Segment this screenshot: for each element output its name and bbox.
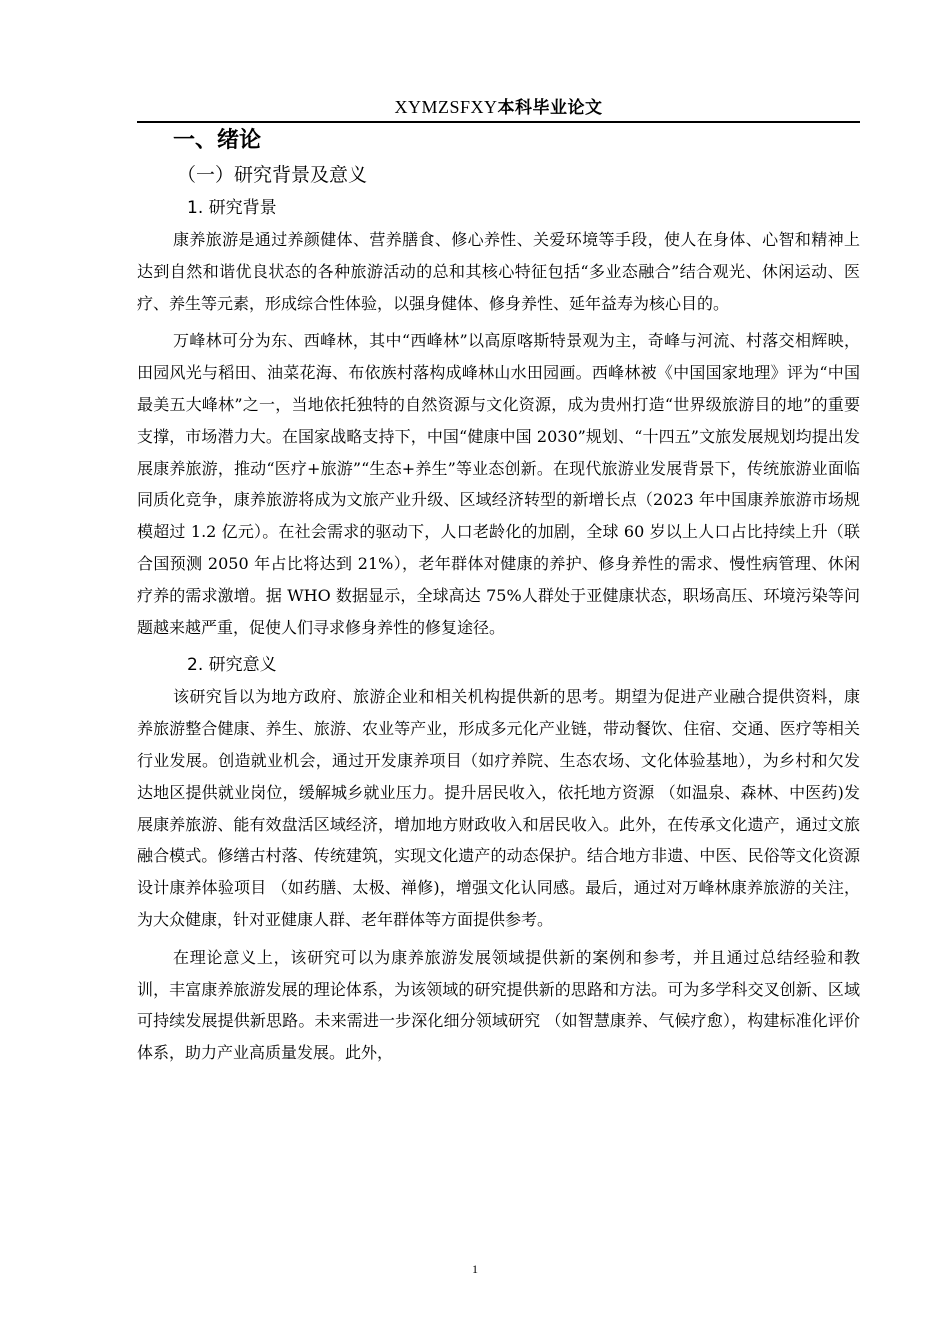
header-latin: XYMZSFXY (394, 97, 498, 117)
paragraph-4: 在理论意义上，该研究可以为康养旅游发展领域提供新的案例和参考，并且通过总结经验和教训，丰富康养旅游发展的理论体系，为该领域的研究提供新的思路和方法。可为多学科交叉创新、区域可持续发展提供新思路。未来需进一步深化细分领域研究 （如智慧康养、气候疗愈），构建标准化评价体系，助力产业高质量发展。此外， (137, 947, 860, 1063)
body-content (137, 124, 860, 1075)
page-number: 1 (472, 1262, 478, 1276)
running-header (137, 95, 860, 120)
header-cn: 本科毕业论文 (497, 98, 603, 118)
paragraph-3: 该研究旨以为地方政府、旅游企业和相关机构提供新的思考。期望为促进产业融合提供资料，康养旅游整合健康、养生、旅游、农业等产业，形成多元化产业链，带动餐饮、住宿、交通、医疗等相关行业发展。创造就业机会，通过开发康养项目（如疗养院、生态农场、文化体验基地），为乡村和欠发达地区提供就业岗位，缓解城乡就业压力。提升居民收入，依托地方资源 （如温泉、森林、中医药)发展康养旅游、能有效盘活区域经济，增加地方财政收入和居民收入。此外，在传承文化遗产，通过文旅融合模式。修缮古村落、传统建筑，实现文化遗产的动态保护。结合地方非遗、中医、民俗等文化资源设计康养体验项目 （如药膳、太极、禅修)，增强文化认同感。最后，通过对万峰林康养旅游的关注，为大众健康，针对亚健康人群、老年群体等方面提供参考。 (137, 687, 860, 929)
chapter-title: 一、绪论 (173, 128, 262, 153)
subsection-title-background: 1. 研究背景 (187, 198, 277, 218)
paragraph-2: 万峰林可分为东、西峰林，其中“西峰林”以高原喀斯特景观为主，奇峰与河流、村落交相辉映，田园风光与稻田、油菜花海、布依族村落构成峰林山水田园画。西峰林被《中国国家地理》评为“中国最美五大峰林”之一，当地依托独特的自然资源与文化资源，成为贵州打造“世界级旅游目的地”的重要支撑，市场潜力大。在国家战略支持下，中国“健康中国 2030”规划、“十四五”文旅发展规划均提出发展康养旅游，推动“医疗+旅游”“生态+养生”等业态创新。在现代旅游业发展背景下，传统旅游业面临同质化竞争，康养旅游将成为文旅产业升级、区域经济转型的新增长点（2023 年中国康养旅游市场规模超过 1.2 亿元）。在社会需求的驱动下，人口老龄化的加剧，全球 60 岁以上人口占比持续上升（联合国预测 2050 年占比将达到 21%），老年群体对健康的养护、修身养性的需求、慢性病管理、休闲疗养的需求激增。据 WHO 数据显示，全球高达 75%人群处于亚健康状态，职场高压、环境污染等问题越来越严重，促使人们寻求修身养性的修复途径。 (137, 331, 860, 637)
section-title: （一）研究背景及意义 (177, 164, 368, 186)
paragraph-1: 康养旅游是通过养颜健体、营养膳食、修心养性、关爱环境等手段，使人在身体、心智和精神上达到自然和谐优良状态的各种旅游活动的总和其核心特征包括“多业态融合”结合观光、休闲运动、医疗、养生等元素，形成综合性体验，以强身健体、修身养性、延年益寿为核心目的。 (137, 230, 860, 313)
subsection-title-significance: 2. 研究意义 (187, 655, 277, 676)
header-rule (137, 121, 860, 123)
